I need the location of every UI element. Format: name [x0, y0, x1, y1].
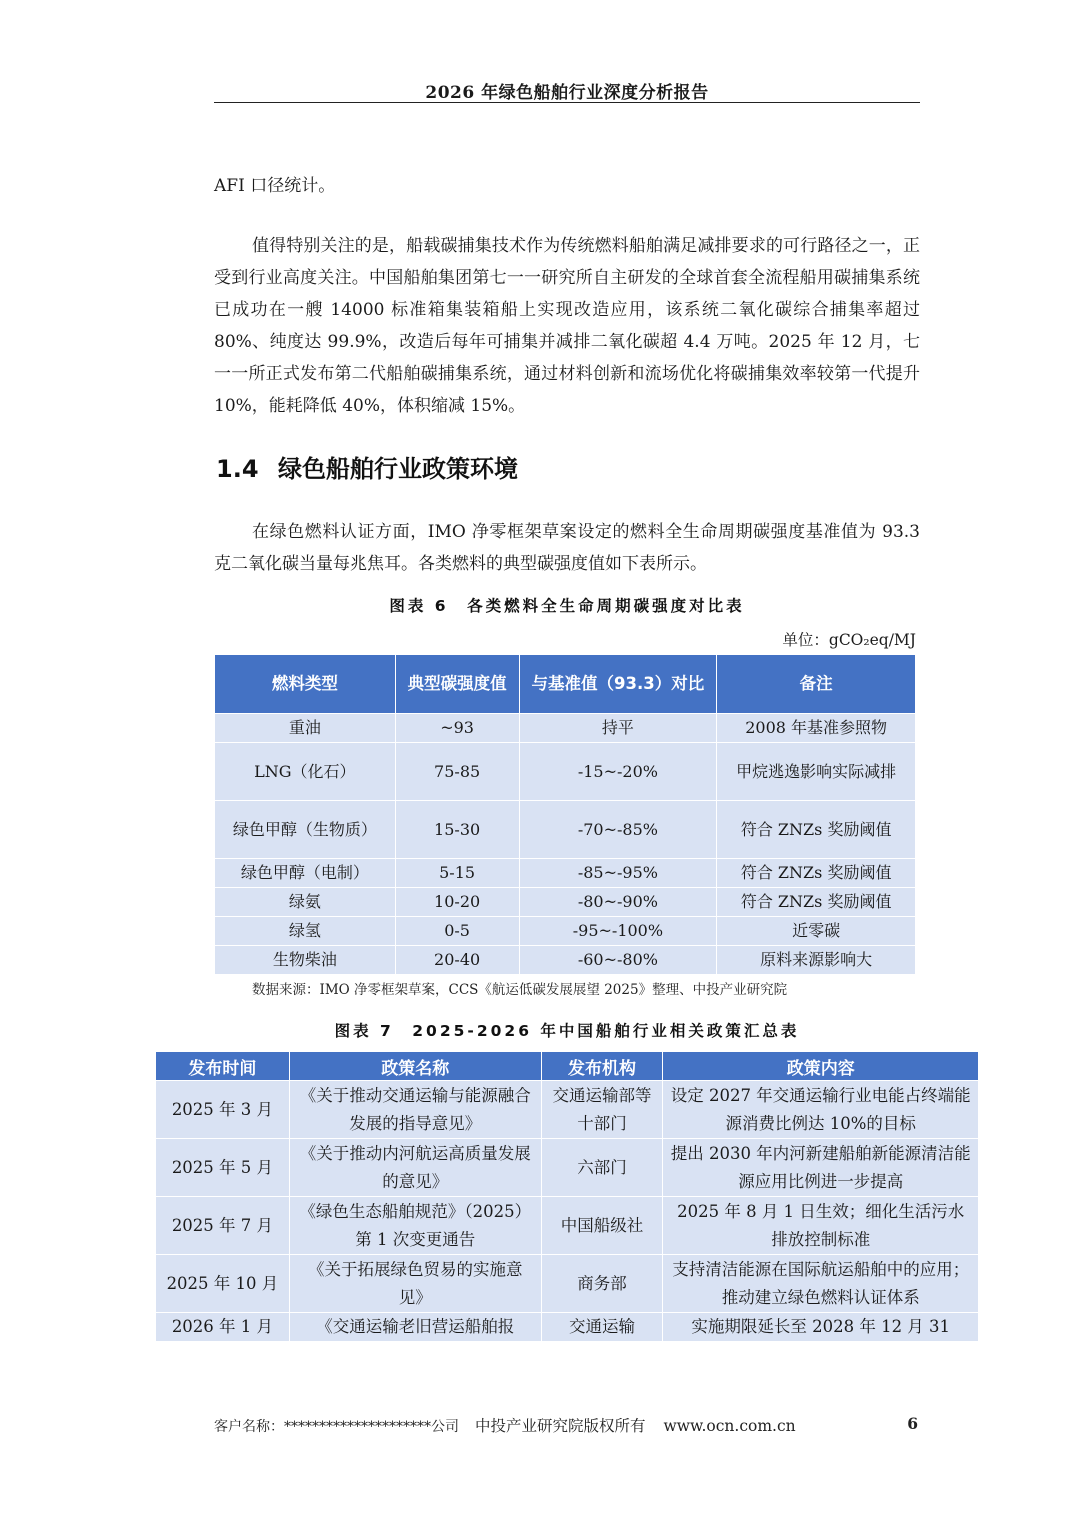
table-row [215, 714, 916, 743]
fuel-carbon-intensity-table [214, 654, 916, 975]
table-row [215, 946, 916, 975]
column-header: 发布时间 [156, 1052, 290, 1081]
table-cell: 2025 年 10 月 [156, 1255, 290, 1313]
table-row [215, 859, 916, 888]
table-cell: 《绿色生态船舶规范》（2025）第 1 次变更通告 [289, 1197, 541, 1255]
table-cell: 10-20 [395, 888, 519, 917]
paragraph-carbon-capture: 值得特别关注的是，船载碳捕集技术作为传统燃料船舶满足减排要求的可行路径之一，正受到行业高度关注。中国船舶集团第七一一研究所自主研发的全球首套全流程船用碳捕集系统已成功在一艘 14000 标准箱集装箱船上实现改造应用，该系统二氧化碳综合捕集率超过 80%、纯度达 99.9%，改造后每年可捕集并减排二氧化碳超 4.4 万吨。2025 年 12 月，七一一所正式发布第二代船舶碳捕集系统，通过材料创新和流场优化将碳捕集效率较第一代提升 10%，能耗降低 40%，体积缩减 15%。 [214, 236, 920, 416]
table6-source-note: 数据来源：IMO 净零框架草案，CCS《航运低碳发展展望 2025》整理、中投产业研究院 [252, 982, 788, 998]
table-cell: 绿色甲醇（电制） [215, 859, 396, 888]
table-cell: 交通运输 [541, 1313, 663, 1342]
table-cell: 绿氨 [215, 888, 396, 917]
table-cell: 《关于推动交通运输与能源融合发展的指导意见》 [289, 1081, 541, 1139]
table-cell: 近零碳 [717, 917, 916, 946]
table-header-row [156, 1052, 979, 1081]
footer-website-link[interactable]: www.ocn.com.cn [663, 1417, 796, 1435]
table-cell: 15-30 [395, 801, 519, 859]
table6-caption: 图表 6 各类燃料全生命周期碳强度对比表 [389, 597, 745, 615]
table-cell: 符合 ZNZs 奖励阈值 [717, 801, 916, 859]
column-header: 备注 [717, 655, 916, 714]
section-heading [216, 449, 518, 484]
footer-copyright: 中投产业研究院版权所有 [475, 1417, 646, 1435]
column-header: 政策名称 [289, 1052, 541, 1081]
table-row [215, 743, 916, 801]
table-cell: 重油 [215, 714, 396, 743]
table-row [215, 917, 916, 946]
table-cell: 绿色甲醇（生物质） [215, 801, 396, 859]
table-cell: 2008 年基准参照物 [717, 714, 916, 743]
table-row [215, 888, 916, 917]
table-cell: 支持清洁能源在国际航运船舶中的应用；推动建立绿色燃料认证体系 [663, 1255, 979, 1313]
table-row [156, 1313, 979, 1342]
header-divider [214, 102, 920, 103]
table-cell: 2025 年 5 月 [156, 1139, 290, 1197]
page-footer [214, 1414, 918, 1436]
table-cell: 提出 2030 年内河新建船舶新能源清洁能源应用比例进一步提高 [663, 1139, 979, 1197]
table-cell: 符合 ZNZs 奖励阈值 [717, 888, 916, 917]
paragraph-fuel-certification: 在绿色燃料认证方面，IMO 净零框架草案设定的燃料全生命周期碳强度基准值为 93.3 克二氧化碳当量每兆焦耳。各类燃料的典型碳强度值如下表所示。 [214, 522, 920, 574]
column-header: 政策内容 [663, 1052, 979, 1081]
policy-summary-table [155, 1051, 979, 1342]
table-cell: ~93 [395, 714, 519, 743]
table-cell: -85~-95% [519, 859, 717, 888]
table-cell: 《关于推动内河航运高质量发展的意见》 [289, 1139, 541, 1197]
column-header: 发布机构 [541, 1052, 663, 1081]
table-cell: 持平 [519, 714, 717, 743]
table-cell: LNG（化石） [215, 743, 396, 801]
column-header: 典型碳强度值 [395, 655, 519, 714]
section-number: 1.4 [216, 455, 259, 483]
table-header-row [215, 655, 916, 714]
table-cell: -80~-90% [519, 888, 717, 917]
table-cell: 商务部 [541, 1255, 663, 1313]
table-cell: 绿氢 [215, 917, 396, 946]
table-cell: 设定 2027 年交通运输行业电能占终端能源消费比例达 10%的目标 [663, 1081, 979, 1139]
table-cell: 符合 ZNZs 奖励阈值 [717, 859, 916, 888]
page-header-title: 2026 年绿色船舶行业深度分析报告 [425, 83, 709, 103]
table-cell: -60~-80% [519, 946, 717, 975]
table-row [215, 801, 916, 859]
table6-unit: 单位：gCO₂eq/MJ [782, 631, 916, 649]
table-cell: 75-85 [395, 743, 519, 801]
table-cell: -95~-100% [519, 917, 717, 946]
table-cell: 2025 年 3 月 [156, 1081, 290, 1139]
section-title: 绿色船舶行业政策环境 [278, 455, 518, 483]
paragraph-intro: AFI 口径统计。 [214, 176, 336, 196]
table-cell: 20-40 [395, 946, 519, 975]
table-row [156, 1197, 979, 1255]
table-cell: 六部门 [541, 1139, 663, 1197]
table-cell: 原料来源影响大 [717, 946, 916, 975]
column-header: 燃料类型 [215, 655, 396, 714]
table-row [156, 1081, 979, 1139]
table-cell: -70~-85% [519, 801, 717, 859]
footer-client-name: 客户名称：*********************公司 [214, 1419, 459, 1435]
table-cell: 2025 年 7 月 [156, 1197, 290, 1255]
table-cell: 实施期限延长至 2028 年 12 月 31 [663, 1313, 979, 1342]
page-number: 6 [907, 1414, 918, 1433]
table-cell: 交通运输部等十部门 [541, 1081, 663, 1139]
table-row [156, 1255, 979, 1313]
table-cell: 生物柴油 [215, 946, 396, 975]
table-cell: 2025 年 8 月 1 日生效；细化生活污水排放控制标准 [663, 1197, 979, 1255]
table-cell: 《交通运输老旧营运船舶报 [289, 1313, 541, 1342]
table7-caption: 图表 7 2025-2026 年中国船舶行业相关政策汇总表 [334, 1022, 800, 1040]
table-cell: 《关于拓展绿色贸易的实施意见》 [289, 1255, 541, 1313]
table-cell: 2026 年 1 月 [156, 1313, 290, 1342]
table-cell: 5-15 [395, 859, 519, 888]
table-cell: 0-5 [395, 917, 519, 946]
table-cell: 甲烷逃逸影响实际减排 [717, 743, 916, 801]
table-row [156, 1139, 979, 1197]
table-cell: -15~-20% [519, 743, 717, 801]
table-cell: 中国船级社 [541, 1197, 663, 1255]
column-header: 与基准值（93.3）对比 [519, 655, 717, 714]
